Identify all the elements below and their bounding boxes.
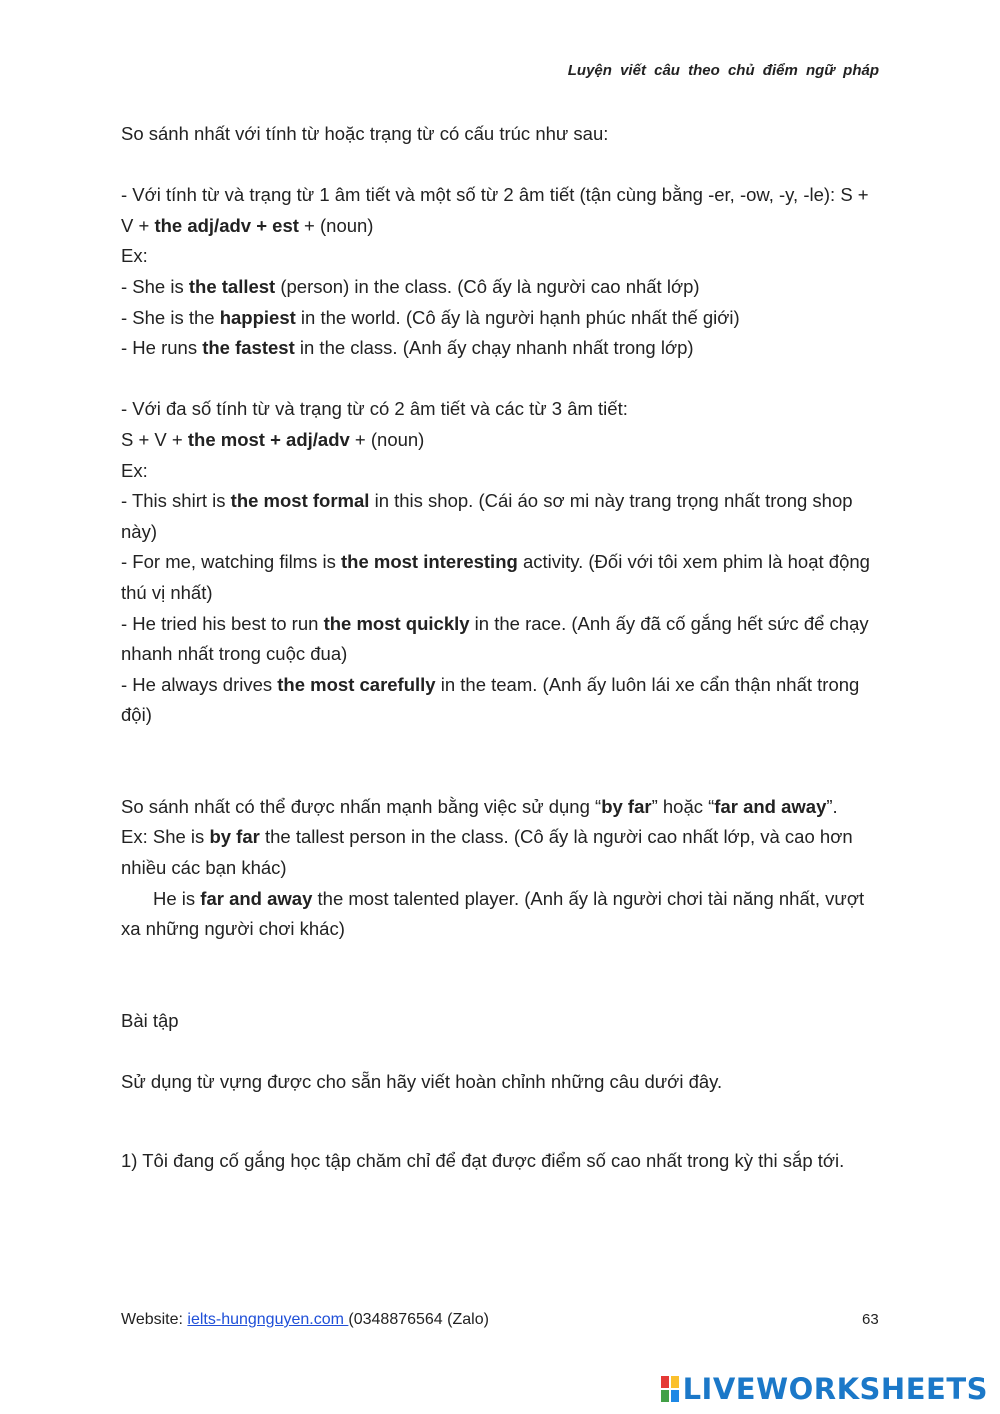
- brand-square-red: [661, 1376, 669, 1388]
- s1-example-3: - He runs the fastest in the class. (Anh ấy chạy nhanh nhất trong lớp): [121, 337, 694, 359]
- s1-example-1: - She is the tallest (person) in the class. (Cô ấy là người cao nhất lớp): [121, 275, 700, 297]
- s1-ex-label: Ex:: [121, 245, 148, 267]
- footer-phone: (0348876564 (Zalo): [348, 1311, 489, 1328]
- s2-ex-label: Ex:: [121, 459, 148, 481]
- page-number: 63: [862, 1311, 879, 1328]
- exercise-question-1: 1) Tôi đang cố gắng học tập chăm chỉ để đạt được điểm số cao nhất trong kỳ thi sắp tới.: [121, 1149, 845, 1171]
- s2-formula: S + V + the most + adj/adv + (noun): [121, 428, 425, 450]
- s3-intro: So sánh nhất có thể được nhấn mạnh bằng việc sử dụng “by far” hoặc “far and away”.: [121, 795, 838, 817]
- website-link[interactable]: ielts-hungnguyen.com: [187, 1311, 349, 1328]
- s3-example-2: He is far and away the most talented player. (Anh ấy là người chơi tài năng nhất, vượt xa những người chơi khác): [121, 887, 865, 940]
- liveworksheets-logo[interactable]: [661, 1372, 988, 1406]
- s2-example-1: - This shirt is the most formal in this shop. (Cái áo sơ mi này trang trọng nhất trong shop này): [121, 490, 853, 542]
- brand-square-green: [661, 1390, 669, 1402]
- s2-example-3: - He tried his best to run the most quickly in the race. (Anh ấy đã cố gắng hết sức để chạy nhanh nhất trong cuộc đua): [121, 612, 869, 665]
- exercise-title: Bài tập: [121, 1009, 179, 1031]
- liveworksheets-icon: [661, 1376, 679, 1402]
- brand-square-yellow: [671, 1376, 679, 1388]
- s1-rule: - Với tính từ và trạng từ 1 âm tiết và một số từ 2 âm tiết (tận cùng bằng -er, -ow, -y, -le): S + V + the adj/adv + est + (noun): [121, 184, 869, 236]
- s1-intro: So sánh nhất với tính từ hoặc trạng từ có cấu trúc như sau:: [121, 123, 609, 144]
- s2-example-2: - For me, watching films is the most interesting activity. (Đối với tôi xem phim là hoạt động thú vị nhất): [121, 551, 870, 603]
- page-content: [121, 119, 886, 1176]
- s1-example-2: - She is the happiest in the world. (Cô ấy là người hạnh phúc nhất thế giới): [121, 306, 740, 328]
- liveworksheets-wordmark: LIVEWORKSHEETS: [682, 1372, 988, 1406]
- brand-square-blue: [671, 1390, 679, 1402]
- s2-example-4: - He always drives the most carefully in the team. (Anh ấy luôn lái xe cẩn thận nhất trong đội): [121, 673, 860, 726]
- footer-label: Website:: [121, 1311, 188, 1328]
- exercise-instruction: Sử dụng từ vựng được cho sẵn hãy viết hoàn chỉnh những câu dưới đây.: [121, 1071, 723, 1093]
- footer: [121, 1311, 489, 1329]
- s3-example-1: Ex: She is by far the tallest person in the class. (Cô ấy là người cao nhất lớp, và cao hơn nhiều các bạn khác): [121, 826, 853, 879]
- running-header: Luyện viết câu theo chủ điểm ngữ pháp: [567, 62, 879, 79]
- s2-rule: - Với đa số tính từ và trạng từ có 2 âm tiết và các từ 3 âm tiết:: [121, 398, 628, 420]
